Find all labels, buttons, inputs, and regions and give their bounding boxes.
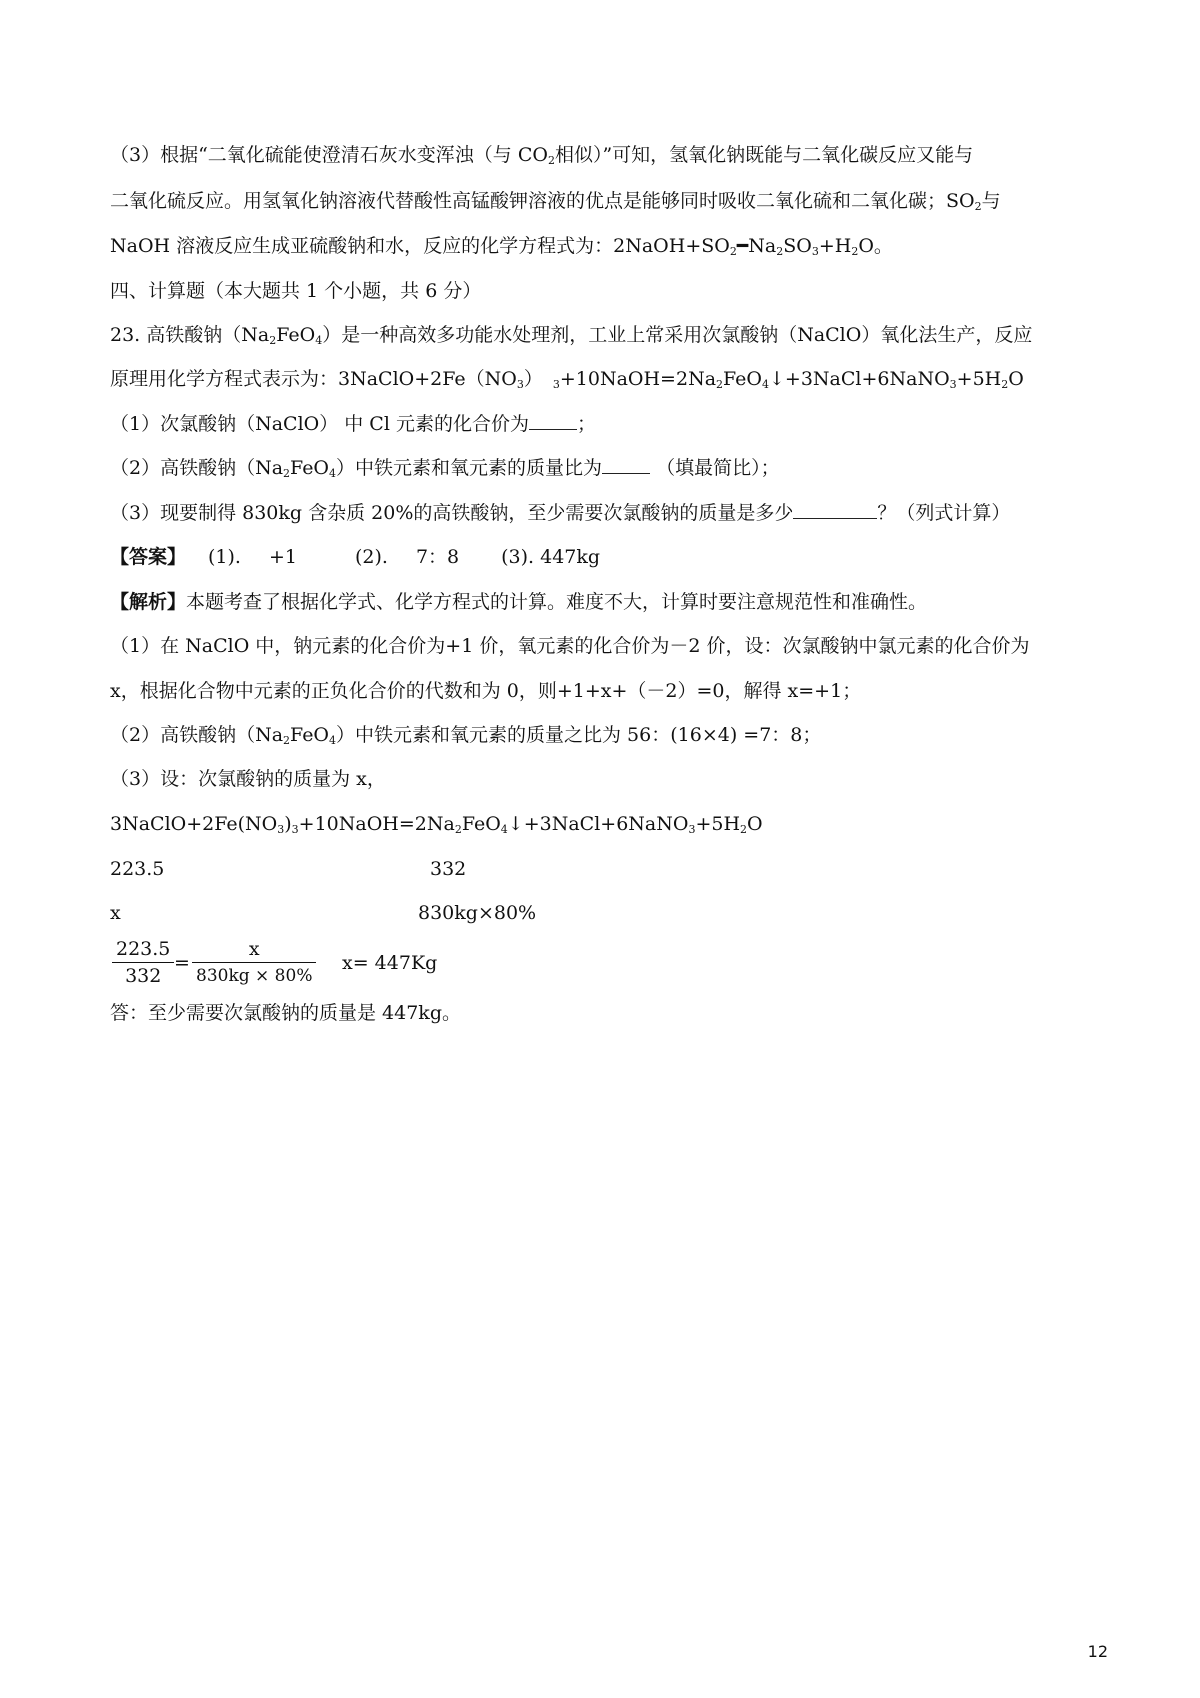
- page-number: 12: [1087, 1642, 1108, 1661]
- section-title: 四、计算题（本大题共 1 个小题，共 6 分）: [110, 280, 482, 302]
- answer-blank: [529, 411, 577, 430]
- prev-q-line3: NaOH 溶液反应生成亚硫酸钠和水，反应的化学方程式为：$2NaOH+SO_2━Na_2SO_3+H_2O$。: [110, 235, 893, 258]
- mass-left: x: [110, 902, 121, 924]
- proportion-fraction-right: x 830kg × 80%: [192, 936, 316, 989]
- q23-sub2: （2）高铁酸钠$(Na_2FeO_4)$中铁元素和氧元素的质量比为 （填最简比）；: [110, 457, 780, 480]
- proportion-result: x= 447Kg: [342, 952, 438, 974]
- q23-stem-line1: 23. 高铁酸钠$(Na_2FeO_4)$是一种高效多功能水处理剂，工业上常采用次氯酸钠（NaClO）氧化法生产，反应: [110, 324, 1033, 347]
- q23-stem-line2: 原理用化学方程式表示为：$3NaClO+2Fe(NO_3)$ $_3+10NaOH=2Na_2FeO_4↓+3NaCl+6NaNO_3+5H_2O$: [110, 368, 1024, 391]
- molar-mass-right: 332: [430, 858, 467, 880]
- proportion-fraction-left: 223.5 332: [112, 936, 174, 989]
- answer-line: 【答案】 (1). +1 (2). 7：8 (3). 447kg: [110, 546, 601, 568]
- analysis-p3: （3）设：次氯酸钠的质量为 x，: [110, 768, 386, 790]
- answer-blank: [793, 500, 877, 519]
- q23-sub1: （1）次氯酸钠（NaClO） 中 Cl 元素的化合价为 ；: [110, 413, 596, 435]
- analysis-equation: $3NaClO+2Fe(NO_3)_3+10NaOH=2Na_2FeO_4↓+3NaCl+6NaNO_3+5H_2O$: [110, 813, 763, 836]
- molar-mass-left: 223.5: [110, 858, 165, 880]
- analysis-p1-line1: （1）在 NaClO 中，钠元素的化合价为+1 价，氧元素的化合价为－2 价，设：次氯酸钠中氯元素的化合价为: [110, 635, 1030, 657]
- answer-blank: [602, 455, 650, 474]
- analysis-intro: 【解析】本题考查了根据化学式、化学方程式的计算。难度不大，计算时要注意规范性和准确性。: [110, 591, 928, 613]
- q23-sub3: （3）现要制得 830kg 含杂质 20%的高铁酸钠，至少需要次氯酸钠的质量是多少 ？（列式计算）: [110, 502, 1011, 524]
- analysis-p1-line2: x，根据化合物中元素的正负化合价的代数和为 0，则+1+x+（－2）=0，解得 x=+1；: [110, 680, 862, 702]
- prev-q-line2: 二氧化硫反应。用氢氧化钠溶液代替酸性高锰酸钾溶液的优点是能够同时吸收二氧化硫和二氧化碳；$SO_2$与: [110, 190, 1001, 213]
- prev-q-line1: （3）根据“二氧化硫能使澄清石灰水变浑浊（与 $CO_2$相似）”可知，氢氧化钠既能与二氧化碳反应又能与: [110, 144, 974, 167]
- analysis-conclusion: 答：至少需要次氯酸钠的质量是 447kg。: [110, 1002, 461, 1024]
- proportion-equals: =: [174, 952, 190, 974]
- mass-right: 830kg×80%: [418, 902, 537, 924]
- analysis-p2: （2）高铁酸钠$(Na_2FeO_4)$中铁元素和氧元素的质量之比为 56：(16×4) =7：8；: [110, 724, 822, 747]
